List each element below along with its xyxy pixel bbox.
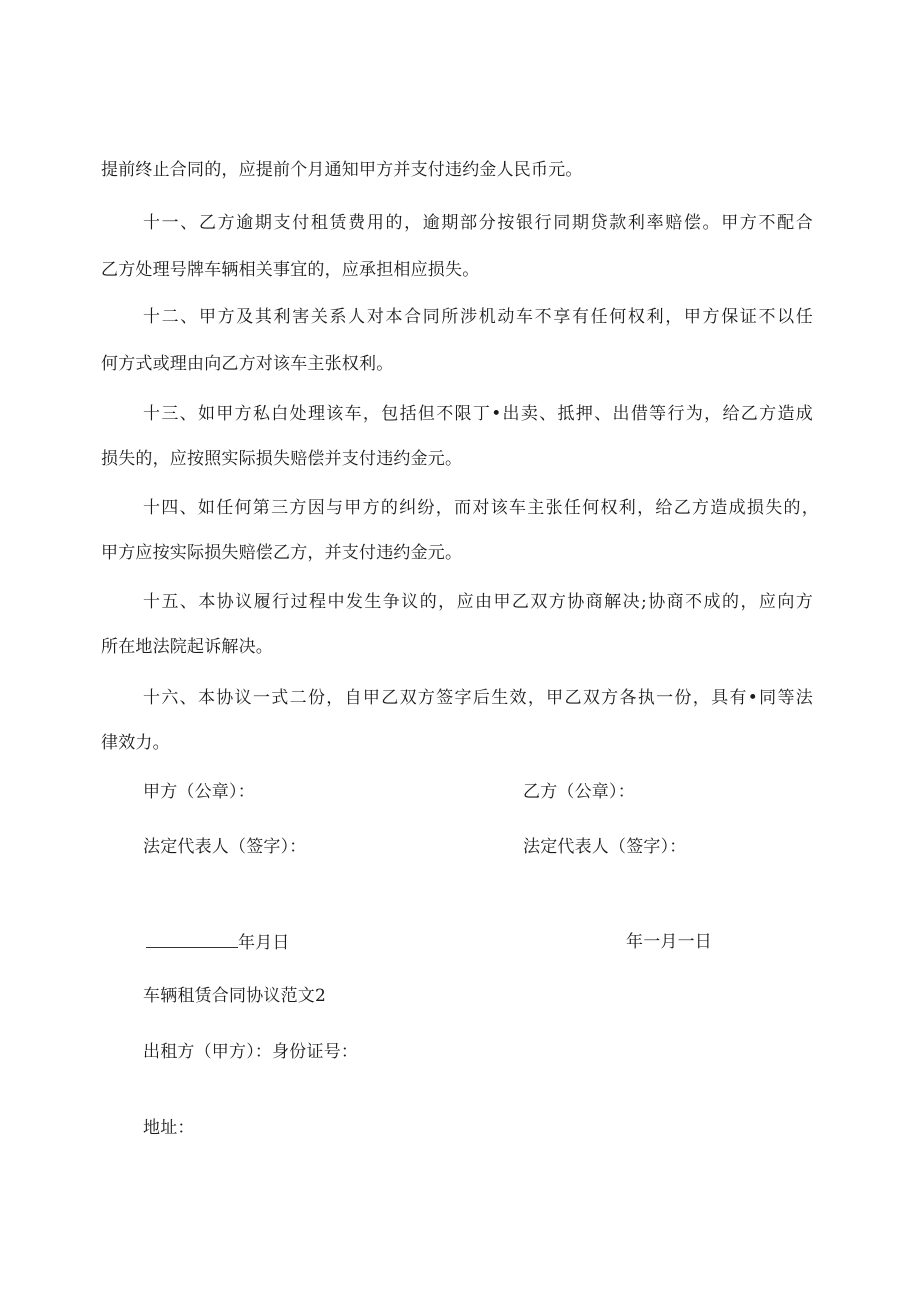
clause-16-line-2: 律效力。 <box>101 733 170 753</box>
clause-14-line-1: 十四、如任何第三方因与甲方的纠纷，而对该车主张任何权利，给乙方造成损失的， <box>143 498 819 518</box>
clause-12-line-1: 十二、甲方及其利害关系人对本合同所涉机动车不享有任何权利，甲方保证不以任 <box>143 307 813 327</box>
clause-14-line-2: 甲方应按实际损失赔偿乙方，并支付违约金元。 <box>101 543 463 563</box>
clause-16-line-1: 十六、本协议一式二份，自甲乙双方签字后生效，甲乙双方各执一份，具有•同等法 <box>143 688 813 708</box>
party-a-date-line <box>146 932 290 953</box>
address-line: 地址： <box>143 1118 195 1138</box>
party-a-seal-label: 甲方（公章）： <box>143 782 255 802</box>
clause-13-line-2: 损失的，应按照实际损失赔偿并支付违约金元。 <box>101 449 463 469</box>
clause-11-line-2: 乙方处理号牌车辆相关事宜的，应承担相应损失。 <box>101 260 480 280</box>
clause-11-line-1: 十一、乙方逾期支付租赁费用的，逾期部分按银行同期贷款利率赔偿。甲方不配合 <box>143 213 813 233</box>
party-b-seal-label: 乙方（公章）： <box>523 782 635 802</box>
party-a-representative-label: 法定代表人（签字）： <box>143 837 307 857</box>
clause-12-line-2: 何方式或理由向乙方对该车主张权利。 <box>101 354 394 374</box>
party-a-date-label: 年月日 <box>238 933 290 953</box>
paragraph-early-termination: 提前终止合同的，应提前个月通知甲方并支付违约金人民币元。 <box>101 160 583 180</box>
clause-13-line-1: 十三、如甲方私白处理该车，包括但不限丁•出卖、抵押、出借等行为，给乙方造成 <box>143 404 813 424</box>
party-b-date-label: 年一月一日 <box>626 932 712 952</box>
lessor-line: 出租方（甲方）：身份证号： <box>143 1042 359 1062</box>
section-2-title: 车辆租赁合同协议范文2 <box>143 986 327 1006</box>
date-blank-underline <box>146 932 238 948</box>
party-b-representative-label: 法定代表人（签字）： <box>523 837 687 857</box>
clause-15-line-2: 所在地法院起诉解决。 <box>101 637 273 657</box>
clause-15-line-1: 十五、本协议履行过程中发生争议的，应由甲乙双方协商解决;协商不成的，应向方 <box>143 592 813 612</box>
